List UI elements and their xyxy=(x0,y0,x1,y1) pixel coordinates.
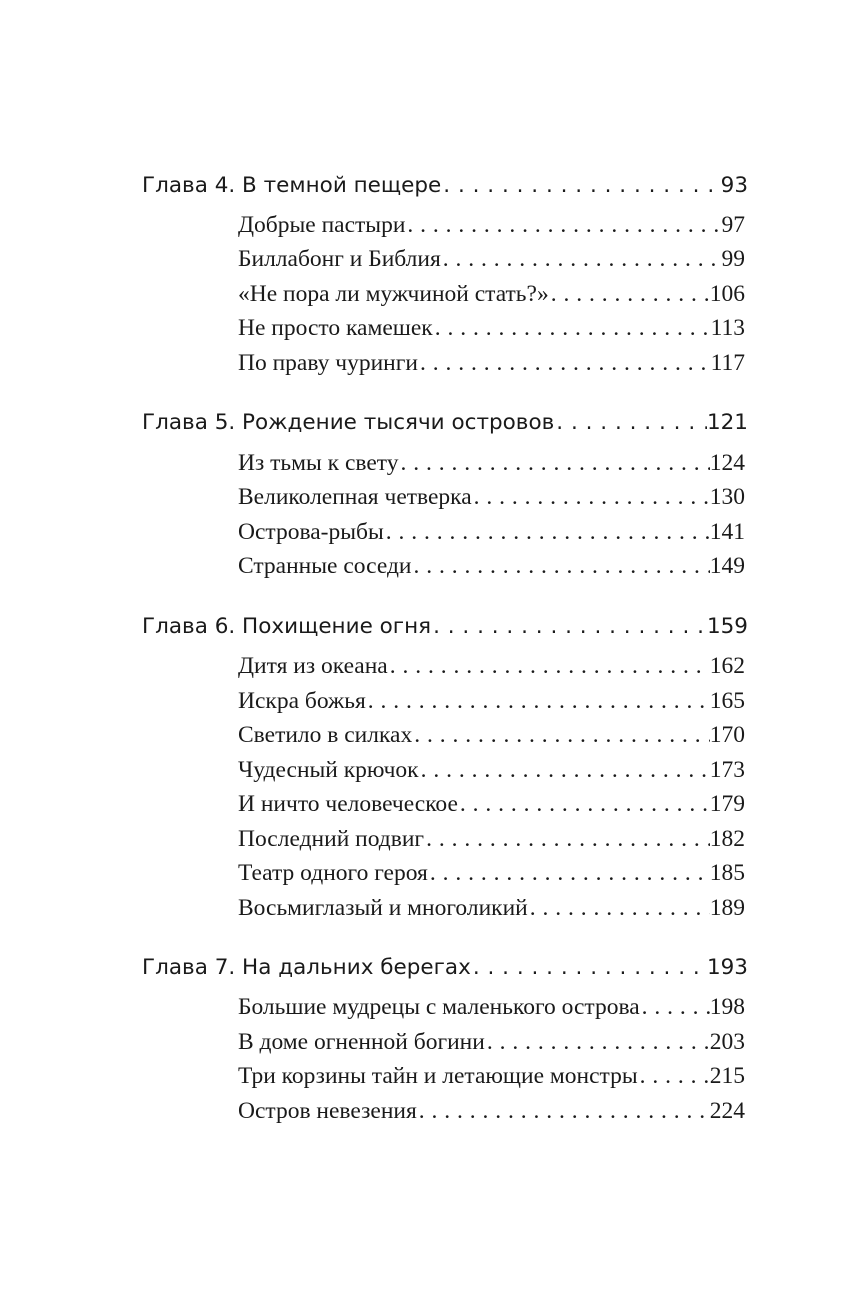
dot-leader xyxy=(388,653,710,680)
toc-section xyxy=(238,553,745,583)
dot-leader xyxy=(638,1063,710,1090)
toc-section xyxy=(238,315,745,345)
section-title: Великолепная четверка xyxy=(238,484,472,510)
page-number: 198 xyxy=(709,994,745,1020)
page-number: 185 xyxy=(709,860,745,886)
toc-section xyxy=(238,246,745,276)
toc-section xyxy=(238,450,745,480)
section-title: В доме огненной богини xyxy=(238,1029,485,1055)
page-number: 215 xyxy=(709,1063,745,1089)
section-title: И ничто человеческое xyxy=(238,791,458,817)
toc-section xyxy=(238,1098,745,1128)
toc-section xyxy=(238,1029,745,1059)
page-number: 106 xyxy=(709,281,745,307)
section-title: Остров невезения xyxy=(238,1098,417,1124)
page-number: 159 xyxy=(706,614,748,639)
dot-leader xyxy=(471,955,707,980)
chapter-title: Глава 5. Рождение тысячи островов xyxy=(142,410,555,435)
section-title: Биллабонг и Библия xyxy=(238,246,441,272)
page-number: 97 xyxy=(721,212,745,238)
toc-section xyxy=(238,350,745,380)
dot-leader xyxy=(366,688,710,715)
dot-leader xyxy=(528,895,710,922)
page-number: 162 xyxy=(709,653,745,679)
toc-section xyxy=(238,484,745,514)
chapter-title: Глава 6. Похищение огня xyxy=(142,614,432,639)
dot-leader xyxy=(412,553,710,580)
page-number: 165 xyxy=(709,688,745,714)
page-number: 113 xyxy=(710,315,745,341)
toc-section xyxy=(238,994,745,1024)
section-title: Восьмиглазый и многоликий xyxy=(238,895,528,921)
section-title: Добрые пастыри xyxy=(238,212,406,238)
page-number: 117 xyxy=(710,350,745,376)
toc-section xyxy=(238,860,745,890)
page-number: 93 xyxy=(720,173,748,198)
toc-section xyxy=(238,653,745,683)
section-title: Чудесный крючок xyxy=(238,757,419,783)
dot-leader xyxy=(418,350,711,377)
toc-section xyxy=(238,791,745,821)
dot-leader xyxy=(441,246,722,273)
dot-leader xyxy=(412,722,710,749)
page-number: 99 xyxy=(721,246,745,272)
section-title: Искра божья xyxy=(238,688,366,714)
section-title: Из тьмы к свету xyxy=(238,450,399,476)
toc-chapter-4 xyxy=(142,173,748,203)
page-number: 170 xyxy=(709,722,745,748)
section-title: По праву чуринги xyxy=(238,350,418,376)
dot-leader xyxy=(640,994,710,1021)
toc-section xyxy=(238,757,745,787)
toc-section xyxy=(238,519,745,549)
page-number: 203 xyxy=(709,1029,745,1055)
section-title: Острова-рыбы xyxy=(238,519,384,545)
section-title: Странные соседи xyxy=(238,553,412,579)
dot-leader xyxy=(417,1098,710,1125)
dot-leader xyxy=(419,757,710,784)
section-title: Светило в силках xyxy=(238,722,413,748)
page-number: 182 xyxy=(709,826,745,852)
section-title: Театр одного героя xyxy=(238,860,428,886)
toc-section xyxy=(238,688,745,718)
toc-chapter-7 xyxy=(142,955,748,985)
section-title: Не просто камешек xyxy=(238,315,433,341)
dot-leader xyxy=(549,281,710,308)
dot-leader xyxy=(472,484,710,511)
dot-leader xyxy=(405,212,721,239)
dot-leader xyxy=(424,826,710,853)
toc-section xyxy=(238,212,745,242)
page-number: 124 xyxy=(709,450,745,476)
toc-section xyxy=(238,895,745,925)
toc-section xyxy=(238,722,745,752)
section-title: Дитя из океана xyxy=(238,653,388,679)
section-title: Три корзины тайн и летающие монстры xyxy=(238,1063,638,1089)
dot-leader xyxy=(485,1029,710,1056)
toc-section xyxy=(238,1063,745,1093)
page-number: 193 xyxy=(706,955,748,980)
toc-chapter-5 xyxy=(142,410,748,440)
dot-leader xyxy=(431,614,707,639)
toc-section xyxy=(238,826,745,856)
toc-section xyxy=(238,281,745,311)
page-number: 179 xyxy=(709,791,745,817)
dot-leader xyxy=(384,519,710,546)
dot-leader xyxy=(554,410,707,435)
page-number: 189 xyxy=(709,895,745,921)
page-number: 121 xyxy=(706,410,748,435)
dot-leader xyxy=(398,450,709,477)
page-number: 173 xyxy=(709,757,745,783)
section-title: Последний подвиг xyxy=(238,826,425,852)
toc-chapter-6 xyxy=(142,614,748,644)
section-title: «Не пора ли мужчиной стать?» xyxy=(238,281,549,307)
chapter-title: Глава 4. В темной пещере xyxy=(142,173,442,198)
page-number: 141 xyxy=(709,519,745,545)
chapter-title: Глава 7. На дальних берегах xyxy=(142,955,471,980)
section-title: Большие мудрецы с маленького острова xyxy=(238,994,640,1020)
dot-leader xyxy=(458,791,710,818)
dot-leader xyxy=(428,860,710,887)
page-number: 149 xyxy=(709,553,745,579)
dot-leader xyxy=(441,173,720,198)
dot-leader xyxy=(433,315,711,342)
page-number: 130 xyxy=(709,484,745,510)
page-number: 224 xyxy=(709,1098,745,1124)
